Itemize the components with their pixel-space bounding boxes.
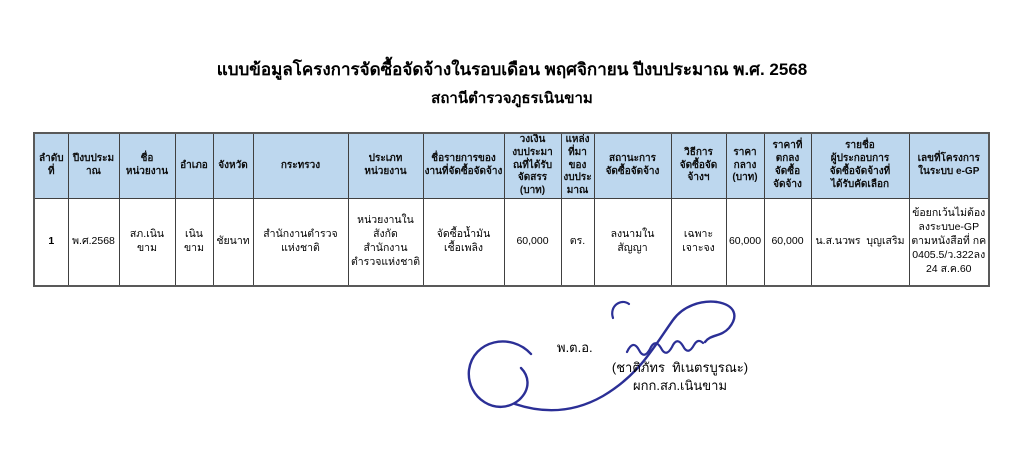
col-header-agreed-price: ราคาที่ ตกลง จัดซื้อ จัดจ้าง [764,133,811,199]
cell-procurement-method: เฉพาะเจาะจง [671,199,726,287]
signatory-rank: พ.ต.อ. [557,340,593,355]
col-header-agency-type: ประเภท หน่วยงาน [348,133,423,199]
col-header-fiscal-year: ปีงบประม าณ [68,133,119,199]
col-header-agency-name: ชื่อ หน่วยงาน [119,133,175,199]
signature-squiggle-stroke [627,341,703,355]
col-header-province: จังหวัด [213,133,253,199]
cell-allocated-budget: 60,000 [504,199,561,287]
col-header-procurement-item-name: ชื่อรายการของ งานที่จัดซื้อจัดจ้าง [423,133,504,199]
col-header-sequence-no: ลำดับ ที่ [34,133,68,199]
page-subtitle: สถานีตำรวจภูธรเนินขาม [431,90,593,107]
cell-agreed-price: 60,000 [764,199,811,287]
col-header-selected-supplier: รายชื่อ ผู้ประกอบการ จัดซื้อจัดจ้างที่ ได้รับคัดเลือก [811,133,909,199]
col-header-reference-price: ราคา กลาง (บาท) [726,133,764,199]
signature-image [445,296,745,422]
table-row [34,199,989,287]
signature-sweep-stroke [515,302,734,410]
signature-hook-stroke [612,302,629,318]
cell-province: ชัยนาท [213,199,253,287]
table-header-row [34,133,989,199]
col-header-ministry: กระทรวง [253,133,348,199]
cell-reference-price: 60,000 [726,199,764,287]
cell-egp-project-number: ข้อยกเว้นไม่ต้อง ลงระบบe-GP ตามหนังสือที่ กค 0405.5/ว.322ลง 24 ส.ค.60 [909,199,989,287]
signature-loop-stroke [469,341,531,406]
procurement-table [33,132,990,287]
col-header-budget-source: แหล่ง ที่มา ของ งบประ มาณ [561,133,594,199]
col-header-procurement-method: วิธีการ จัดซื้อจัด จ้างฯ [671,133,726,199]
cell-sequence-no: 1 [34,199,68,287]
cell-ministry: สำนักงานตำรวจแห่งชาติ [253,199,348,287]
page-title: แบบข้อมูลโครงการจัดซื้อจัดจ้างในรอบเดือน พฤศจิกายน ปีงบประมาณ พ.ศ. 2568 [216,60,808,79]
cell-agency-type: หน่วยงานใน สังกัด สำนักงาน ตำรวจแห่งชาติ [348,199,423,287]
signatory-position: ผกก.สภ.เนินขาม [632,378,728,393]
signatory-name: (ชาติภัทร ทิเนตรบูรณะ) [611,360,749,375]
col-header-procurement-status: สถานะการ จัดซื้อจัดจ้าง [594,133,671,199]
cell-procurement-item-name: จัดซื้อน้ำมัน เชื้อเพลิง [423,199,504,287]
cell-agency-name: สภ.เนินขาม [119,199,175,287]
cell-budget-source: ตร. [561,199,594,287]
cell-district: เนินขาม [175,199,213,287]
col-header-allocated-budget: วงเงิน งบประมา ณที่ได้รับ จัดสรร (บาท) [504,133,561,199]
cell-selected-supplier: น.ส.นวพร บุญเสริม [811,199,909,287]
cell-fiscal-year: พ.ศ.2568 [68,199,119,287]
cell-procurement-status: ลงนามในสัญญา [594,199,671,287]
col-header-district: อำเภอ [175,133,213,199]
col-header-egp-project-number: เลขที่โครงการ ในระบบ e-GP [909,133,989,199]
